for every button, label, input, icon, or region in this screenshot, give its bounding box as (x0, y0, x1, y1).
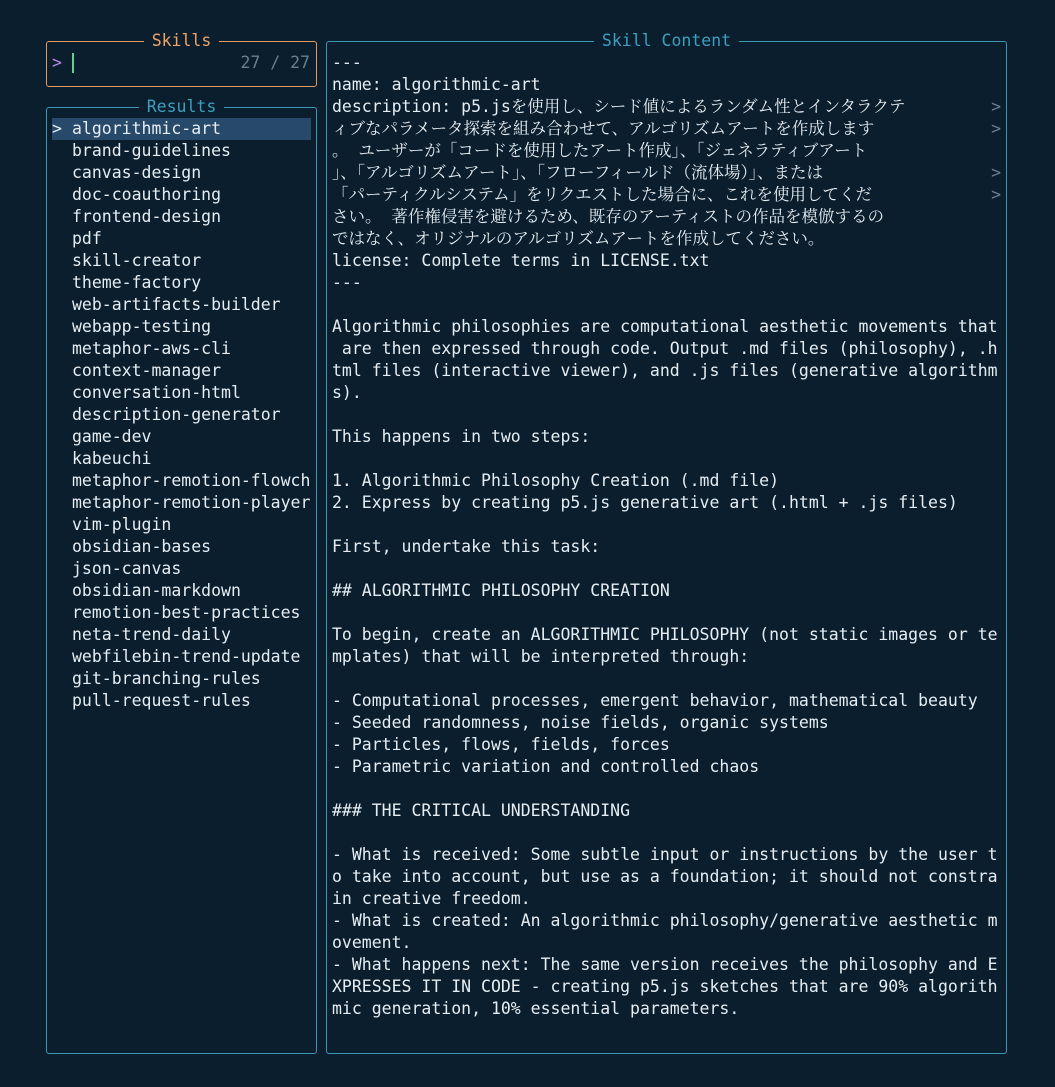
content-line-text: - Computational processes, emergent behavior, mathematical beauty (332, 691, 978, 710)
content-line (332, 800, 1001, 822)
result-item-label: frontend-design (72, 207, 222, 226)
content-line-text: XPRESSES IT IN CODE - creating p5.js sketches that are 90% algorith (332, 977, 998, 996)
content-line (332, 470, 1001, 492)
content-line (332, 272, 1001, 294)
content-line (332, 668, 1001, 690)
result-item[interactable] (52, 228, 311, 250)
content-line (332, 734, 1001, 756)
result-item[interactable] (52, 448, 311, 470)
result-item[interactable] (52, 492, 311, 514)
content-line-text: - Parametric variation and controlled chaos (332, 757, 760, 776)
content-line (332, 954, 1001, 976)
content-line (332, 998, 1001, 1020)
result-item[interactable] (52, 118, 311, 140)
result-item[interactable] (52, 382, 311, 404)
result-item-label: webfilebin-trend-update (72, 647, 301, 666)
result-item-label: context-manager (72, 361, 222, 380)
result-item-label: conversation-html (72, 383, 241, 402)
content-line-text: To begin, create an ALGORITHMIC PHILOSOPHY (not static images or te (332, 625, 998, 644)
skill-content-text (332, 52, 1001, 1020)
selection-marker: > (52, 119, 62, 138)
content-line-text: --- (332, 53, 362, 72)
result-item[interactable] (52, 272, 311, 294)
content-line-text: - Particles, flows, fields, forces (332, 735, 670, 754)
result-item-label: skill-creator (72, 251, 202, 270)
result-item[interactable] (52, 470, 311, 492)
content-line (332, 162, 1001, 184)
match-count: 27 / 27 (240, 53, 310, 72)
result-item[interactable] (52, 338, 311, 360)
result-item[interactable] (52, 404, 311, 426)
results-list (52, 118, 311, 712)
result-item[interactable] (52, 690, 311, 712)
result-item[interactable] (52, 514, 311, 536)
content-line (332, 690, 1001, 712)
result-item-label: remotion-best-practices (72, 603, 301, 622)
skills-panel-title: Skills (144, 31, 220, 50)
content-line-text: --- (332, 273, 362, 292)
content-line (332, 932, 1001, 954)
content-line-text: Algorithmic philosophies are computational aesthetic movements that (332, 317, 998, 336)
result-item-label: json-canvas (72, 559, 182, 578)
result-item-label: doc-coauthoring (72, 185, 222, 204)
result-item[interactable] (52, 602, 311, 624)
content-line (332, 514, 1001, 536)
result-item[interactable] (52, 184, 311, 206)
skill-content-panel[interactable] (326, 31, 1007, 1054)
content-line (332, 756, 1001, 778)
truncation-indicator: > (991, 97, 1001, 116)
content-line (332, 778, 1001, 800)
result-item-label: obsidian-bases (72, 537, 212, 556)
content-line-text: ovement. (332, 933, 412, 952)
content-line-text: - Seeded randomness, noise fields, organic systems (332, 713, 829, 732)
content-line (332, 140, 1001, 162)
content-line-text: 2. Express by creating p5.js generative art (.html + .js files) (332, 493, 958, 512)
result-item-label: obsidian-markdown (72, 581, 241, 600)
content-line (332, 74, 1001, 96)
content-line-text: name: algorithmic-art (332, 75, 541, 94)
content-line (332, 536, 1001, 558)
result-item[interactable] (52, 646, 311, 668)
content-panel-title: Skill Content (594, 31, 739, 50)
content-line (332, 866, 1001, 888)
result-item[interactable] (52, 580, 311, 602)
result-item-label: git-branching-rules (72, 669, 261, 688)
content-line (332, 118, 1001, 140)
content-line-text: ### THE CRITICAL UNDERSTANDING (332, 801, 631, 820)
content-line-text: mic generation, 10% essential parameters. (332, 999, 740, 1018)
content-line (332, 184, 1001, 206)
result-item[interactable] (52, 536, 311, 558)
content-line (332, 316, 1001, 338)
content-line (332, 228, 1001, 250)
result-item[interactable] (52, 140, 311, 162)
result-item-label: pdf (72, 229, 102, 248)
result-item-label: algorithmic-art (72, 119, 222, 138)
result-item-label: kabeuchi (72, 449, 152, 468)
content-line (332, 360, 1001, 382)
result-item[interactable] (52, 624, 311, 646)
result-item-label: neta-trend-daily (72, 625, 231, 644)
content-line-text: - What is created: An algorithmic philosophy/generative aesthetic m (332, 911, 998, 930)
content-line (332, 822, 1001, 844)
result-item-label: theme-factory (72, 273, 202, 292)
content-line (332, 294, 1001, 316)
result-item[interactable] (52, 294, 311, 316)
result-item[interactable] (52, 558, 311, 580)
result-item[interactable] (52, 162, 311, 184)
content-line-text: ではなく、オリジナルのアルゴリズムアートを作成してください。 (332, 229, 825, 248)
content-line-text: 「パーティクルシステム」をリクエストした場合に、これを使用してくだ (332, 185, 872, 204)
content-line (332, 624, 1001, 646)
content-line (332, 426, 1001, 448)
result-item[interactable] (52, 360, 311, 382)
skill-search-input[interactable] (78, 52, 240, 74)
content-line-text: さい。 著作権侵害を避けるため、既存のアーティストの作品を模倣するの (332, 207, 884, 226)
content-line (332, 52, 1001, 74)
content-line (332, 602, 1001, 624)
results-panel (46, 97, 317, 1054)
content-line-text: - What is received: Some subtle input or instructions by the user t (332, 845, 998, 864)
content-line (332, 844, 1001, 866)
content-line-text: o take into account, but use as a foundation; it should not constra (332, 867, 998, 886)
search-row[interactable] (52, 52, 310, 74)
content-line (332, 888, 1001, 910)
prompt-chevron-icon: > (52, 53, 62, 72)
content-line-text: s). (332, 383, 362, 402)
content-line-text: 。 ユーザーが「コードを使用したアート作成」、「ジェネラティブアート (332, 141, 868, 160)
results-panel-title: Results (139, 97, 225, 116)
content-line (332, 976, 1001, 998)
content-line (332, 338, 1001, 360)
content-line (332, 580, 1001, 602)
text-cursor (72, 53, 74, 73)
content-line (332, 382, 1001, 404)
result-item[interactable] (52, 250, 311, 272)
content-line-text: First, undertake this task: (332, 537, 601, 556)
content-line (332, 96, 1001, 118)
result-item-label: pull-request-rules (72, 691, 251, 710)
content-line (332, 206, 1001, 228)
result-item[interactable] (52, 316, 311, 338)
content-line-text: This happens in two steps: (332, 427, 591, 446)
content-line-text: in creative freedom. (332, 889, 531, 908)
result-item-label: canvas-design (72, 163, 202, 182)
content-line-text: ## ALGORITHMIC PHILOSOPHY CREATION (332, 581, 670, 600)
content-line-text: mplates) that will be interpreted through: (332, 647, 750, 666)
truncation-indicator: > (991, 185, 1001, 204)
content-line (332, 448, 1001, 470)
result-item-label: metaphor-aws-cli (72, 339, 231, 358)
content-line (332, 910, 1001, 932)
result-item-label: metaphor-remotion-player (72, 493, 311, 512)
content-line-text: description: p5.jsを使用し、シード値によるランダム性とインタラクテ (332, 97, 906, 116)
result-item-label: description-generator (72, 405, 281, 424)
content-line (332, 250, 1001, 272)
result-item[interactable] (52, 668, 311, 690)
content-line (332, 712, 1001, 734)
result-item[interactable] (52, 426, 311, 448)
content-line-text: are then expressed through code. Output .md files (philosophy), .h (332, 339, 998, 358)
content-line (332, 558, 1001, 580)
result-item-label: vim-plugin (72, 515, 172, 534)
result-item-label: webapp-testing (72, 317, 212, 336)
content-line (332, 492, 1001, 514)
content-line-text: tml files (interactive viewer), and .js files (generative algorithm (332, 361, 998, 380)
content-line (332, 404, 1001, 426)
content-line-text: ィブなパラメータ探索を組み合わせて、アルゴリズムアートを作成します (332, 119, 875, 138)
result-item-label: web-artifacts-builder (72, 295, 281, 314)
result-item-label: metaphor-remotion-flowch (72, 471, 311, 490)
content-line (332, 646, 1001, 668)
content-line-text: - What happens next: The same version receives the philosophy and E (332, 955, 998, 974)
truncation-indicator: > (991, 119, 1001, 138)
content-line-text: 1. Algorithmic Philosophy Creation (.md file) (332, 471, 780, 490)
content-line-text: license: Complete terms in LICENSE.txt (332, 251, 710, 270)
result-item-label: brand-guidelines (72, 141, 231, 160)
truncation-indicator: > (991, 163, 1001, 182)
result-item-label: game-dev (72, 427, 152, 446)
content-line-text: 」、「アルゴリズムアート」、「フローフィールド（流体場）」、または (332, 163, 824, 182)
skills-search-panel (46, 31, 317, 87)
result-item[interactable] (52, 206, 311, 228)
